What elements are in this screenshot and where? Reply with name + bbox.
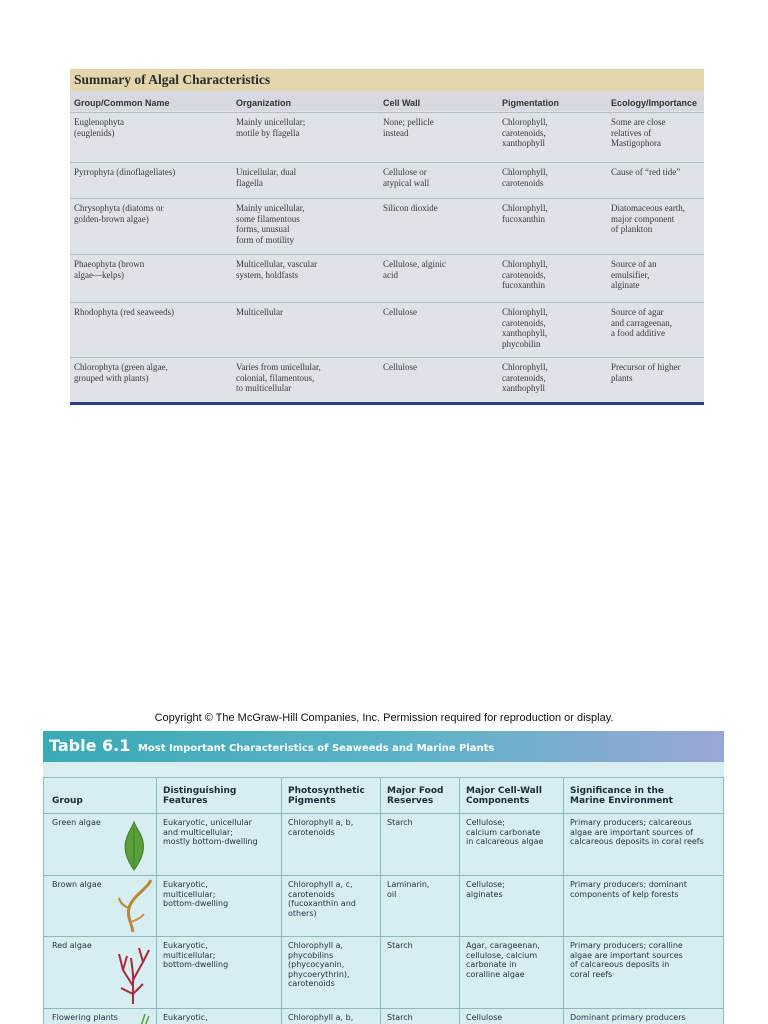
table-row bbox=[70, 357, 704, 405]
header-ecology: Ecology/Importance bbox=[611, 98, 698, 108]
table-row bbox=[70, 198, 704, 254]
cell-group: Green algae bbox=[52, 818, 101, 827]
algal-table-title: Summary of Algal Characteristics bbox=[70, 69, 704, 91]
cell-organization: Mainly unicellular, some filamentous forms, unusual form of motility bbox=[236, 203, 305, 245]
cell-organization: Varies from unicellular, colonial, filamentous, to multicellular bbox=[236, 362, 321, 393]
cell-organization: Mainly unicellular; motile by flagella bbox=[236, 117, 306, 138]
cell-pigments: Chlorophyll a, b, bbox=[288, 1013, 354, 1022]
cell-features: Eukaryotic, multicellular; bottom-dwelling bbox=[163, 941, 229, 969]
table-title: Most Important Characteristics of Seaweeds and Marine Plants bbox=[137, 743, 495, 754]
cell-significance: Primary producers; dominant components of kelp forests bbox=[570, 880, 687, 899]
copyright-notice: Copyright © The McGraw-Hill Companies, Inc. Permission required for reproduction or display. bbox=[154, 712, 614, 724]
header-organization: Organization bbox=[236, 98, 292, 108]
cell-ecology: Cause of “red tide” bbox=[611, 167, 681, 177]
red-algae-icon bbox=[113, 940, 153, 1006]
header-pigments: Photosynthetic Pigments bbox=[288, 786, 365, 806]
cell-pigments: Chlorophyll a, c, carotenoids (fucoxanthin and others) bbox=[288, 880, 356, 918]
cell-pigmentation: Chlorophyll, carotenoids, xanthophyll bbox=[502, 117, 548, 148]
cell-cell-wall: Cellulose; calcium carbonate in calcareous algae bbox=[466, 818, 544, 846]
cell-group: Chlorophyta (green algae, grouped with plants) bbox=[74, 362, 168, 383]
table-row bbox=[70, 254, 704, 302]
cell-cell-wall: Cellulose bbox=[383, 362, 417, 372]
cell-pigmentation: Chlorophyll, carotenoids, xanthophyll bbox=[502, 362, 548, 393]
table-banner bbox=[43, 731, 724, 762]
cell-pigmentation: Chlorophyll, fucoxanthin bbox=[502, 203, 548, 224]
cell-cell-wall: Cellulose or atypical wall bbox=[383, 167, 430, 188]
cell-ecology: Precursor of higher plants bbox=[611, 362, 681, 383]
cell-cell-wall: None; pellicle instead bbox=[383, 117, 434, 138]
flowering-plant-icon bbox=[137, 1012, 153, 1024]
cell-significance: Dominant primary producers bbox=[570, 1013, 686, 1022]
cell-significance: Primary producers; calcareous algae are important sources of calcareous deposits in coral reefs bbox=[570, 818, 704, 846]
header-significance: Significance in the Marine Environment bbox=[570, 786, 673, 806]
header-cell-wall: Cell Wall bbox=[383, 98, 421, 108]
header-cell-wall: Major Cell-Wall Components bbox=[466, 786, 542, 806]
cell-pigments: Chlorophyll a, b, carotenoids bbox=[288, 818, 354, 837]
cell-group: Brown algae bbox=[52, 880, 102, 889]
cell-food-reserves: Starch bbox=[387, 818, 413, 827]
table-row bbox=[70, 112, 704, 162]
algal-summary-table bbox=[70, 69, 704, 405]
cell-features: Eukaryotic, multicellular; bottom-dwelling bbox=[163, 880, 229, 908]
header-group: Group bbox=[52, 796, 83, 806]
table-number: Table 6.1 bbox=[49, 736, 131, 755]
header-features: Distinguishing Features bbox=[163, 786, 237, 806]
cell-organization: Multicellular, vascular system, holdfasts bbox=[236, 259, 318, 280]
cell-food-reserves: Starch bbox=[387, 941, 413, 950]
cell-significance: Primary producers; coralline algae are important sources of calcareous deposits in coral reefs bbox=[570, 941, 683, 979]
cell-organization: Unicellular, dual flagella bbox=[236, 167, 297, 188]
cell-group: Euglenophyta (euglenids) bbox=[74, 117, 124, 138]
brown-algae-icon bbox=[117, 878, 153, 934]
algal-table-header-row bbox=[70, 91, 704, 111]
cell-group: Red algae bbox=[52, 941, 92, 950]
cell-group: Pyrrophyta (dinoflagellates) bbox=[74, 167, 176, 177]
cell-ecology: Source of agar and carrageenan, a food additive bbox=[611, 307, 672, 338]
cell-ecology: Source of an emulsifier, alginate bbox=[611, 259, 657, 290]
cell-features: Eukaryotic, unicellular and multicellular; mostly bottom-dwelling bbox=[163, 818, 258, 846]
cell-cell-wall: Cellulose, alginic acid bbox=[383, 259, 446, 280]
cell-group: Chrysophyta (diatoms or golden-brown algae) bbox=[74, 203, 164, 224]
cell-organization: Multicellular bbox=[236, 307, 283, 317]
table-row bbox=[70, 162, 704, 198]
cell-pigmentation: Chlorophyll, carotenoids, fucoxanthin bbox=[502, 259, 548, 290]
cell-food-reserves: Starch bbox=[387, 1013, 413, 1022]
cell-cell-wall: Cellulose; alginates bbox=[466, 880, 505, 899]
cell-cell-wall: Silicon dioxide bbox=[383, 203, 438, 213]
cell-ecology: Diatomaceous earth, major component of plankton bbox=[611, 203, 685, 234]
cell-group: Phaeophyta (brown algae—kelps) bbox=[74, 259, 145, 280]
cell-ecology: Some are close relatives of Mastigophora bbox=[611, 117, 666, 148]
green-algae-icon bbox=[119, 820, 149, 872]
cell-pigmentation: Chlorophyll, carotenoids bbox=[502, 167, 548, 188]
banner-spacer bbox=[43, 762, 724, 777]
cell-group: Rhodophyta (red seaweeds) bbox=[74, 307, 174, 317]
seaweed-table bbox=[43, 731, 724, 1024]
table-grid bbox=[43, 777, 724, 1024]
cell-cell-wall: Agar, carageenan, cellulose, calcium carbonate in coralline algae bbox=[466, 941, 540, 979]
cell-cell-wall: Cellulose bbox=[466, 1013, 503, 1022]
cell-features: Eukaryotic, bbox=[163, 1013, 208, 1022]
cell-cell-wall: Cellulose bbox=[383, 307, 417, 317]
cell-food-reserves: Laminarin, oil bbox=[387, 880, 430, 899]
cell-group: Flowering plants bbox=[52, 1013, 118, 1022]
header-food-reserves: Major Food Reserves bbox=[387, 786, 444, 806]
cell-pigments: Chlorophyll a, phycobilins (phycocyanin, phycoerythrin), carotenoids bbox=[288, 941, 350, 988]
header-group: Group/Common Name bbox=[74, 98, 170, 108]
header-pigmentation: Pigmentation bbox=[502, 98, 560, 108]
table-row bbox=[70, 302, 704, 357]
cell-pigmentation: Chlorophyll, carotenoids, xanthophyll, phycobilin bbox=[502, 307, 548, 349]
